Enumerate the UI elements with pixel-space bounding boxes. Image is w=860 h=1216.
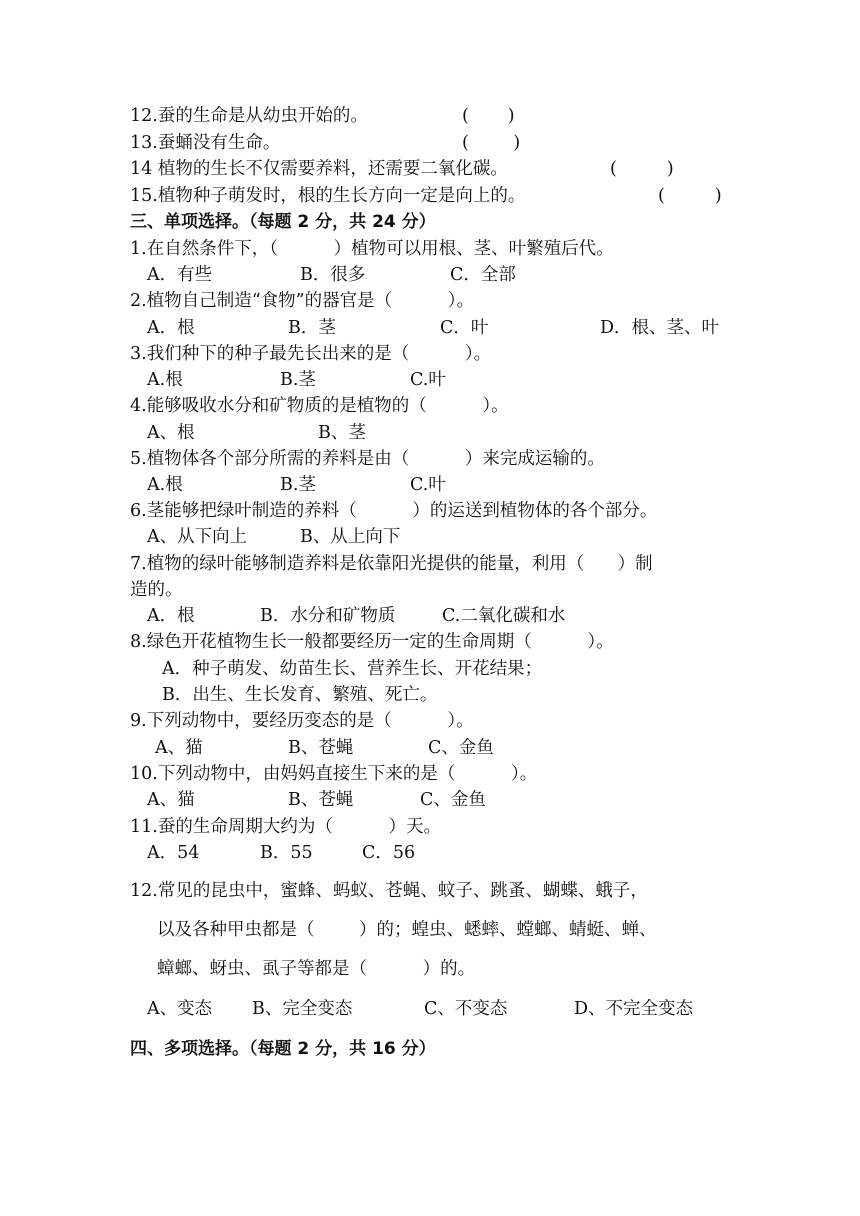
question-7: 7.植物的绿叶能够制造养料是依靠阳光提供的能量，利用（ ）制: [130, 554, 653, 574]
question-1: 1.在自然条件下，（ ）植物可以用根、茎、叶繁殖后代。: [130, 239, 614, 259]
section-4-title: 四、多项选择。（每题 2 分，共 16 分）: [130, 1039, 436, 1059]
question-6: 6.茎能够把绿叶制造的养料（ ）的运送到植物体的各个部分。: [130, 501, 658, 521]
tf-answer-paren-14: ( ): [610, 159, 674, 179]
q3-option-b: B.茎: [280, 370, 316, 390]
q6-option-b: B、从上向下: [300, 527, 401, 547]
q12-option-a: A、变态: [147, 999, 213, 1019]
q10-option-c: C、金鱼: [420, 790, 486, 810]
q12-option-c: C、不变态: [424, 999, 508, 1019]
question-4: 4.能够吸收水分和矿物质的是植物的（ ）。: [130, 396, 509, 416]
q4-option-a: A、根: [147, 423, 195, 443]
question-12: 12.常见的昆虫中，蜜蜂、蚂蚁、苍蝇、蚊子、跳蚤、蝴蝶、蛾子，: [130, 881, 648, 901]
q2-option-b: B．茎: [288, 318, 336, 338]
q8-option-b: B．出生、生长发育、繁殖、死亡。: [162, 685, 438, 705]
question-5: 5.植物体各个部分所需的养料是由（ ）来完成运输的。: [130, 449, 605, 469]
q1-option-b: B．很多: [300, 265, 366, 285]
q2-option-d: D．根、茎、叶: [600, 318, 720, 338]
q11-option-c: C．56: [362, 843, 416, 863]
question-3: 3.我们种下的种子最先长出来的是（ ）。: [130, 344, 492, 364]
q4-option-b: B、茎: [318, 423, 366, 443]
question-9: 9.下列动物中，要经历变态的是（ ）。: [130, 711, 474, 731]
q5-option-a: A.根: [147, 475, 183, 495]
q7-option-a: A．根: [147, 606, 195, 626]
q9-option-c: C、金鱼: [428, 738, 494, 758]
q2-option-c: C．叶: [440, 318, 489, 338]
tf-answer-paren-13: ( ): [462, 133, 521, 153]
tf-item-14: 14 植物的生长不仅需要养料，还需要二氧化碳。: [130, 159, 508, 179]
q2-option-a: A．根: [147, 318, 195, 338]
tf-answer-paren-15: ( ): [658, 186, 722, 206]
q5-option-c: C.叶: [410, 475, 446, 495]
tf-item-13: 13.蚕蛹没有生命。: [130, 133, 281, 153]
q11-option-a: A．54: [147, 843, 200, 863]
tf-item-15: 15.植物种子萌发时，根的生长方向一定是向上的。: [130, 186, 526, 206]
question-12-line-2: 以及各种甲虫都是（ ）的；蝗虫、蟋蟀、螳螂、蜻蜓、蝉、: [157, 920, 657, 940]
q10-option-b: B、苍蝇: [288, 790, 354, 810]
question-10: 10.下列动物中，由妈妈直接生下来的是（ ）。: [130, 764, 538, 784]
question-2: 2.植物自己制造“食物”的器官是（ ）。: [130, 291, 474, 311]
question-8: 8.绿色开花植物生长一般都要经历一定的生命周期（ ）。: [130, 632, 614, 652]
q5-option-b: B.茎: [280, 475, 316, 495]
q3-option-a: A.根: [147, 370, 183, 390]
q12-option-b: B、完全变态: [252, 999, 353, 1019]
q9-option-a: A、猫: [155, 738, 203, 758]
q7-option-b: B．水分和矿物质: [260, 606, 396, 626]
q7-option-c: C.二氧化碳和水: [442, 606, 566, 626]
question-7-continued: 造的。: [130, 580, 183, 600]
q8-option-a: A．种子萌发、幼苗生长、营养生长、开花结果；: [162, 659, 543, 679]
q10-option-a: A、猫: [147, 790, 195, 810]
q3-option-c: C.叶: [410, 370, 446, 390]
question-12-line-3: 蟑螂、蚜虫、虱子等都是（ ）的。: [157, 959, 476, 979]
tf-answer-paren-12: ( ): [462, 106, 515, 126]
q1-option-c: C．全部: [450, 265, 516, 285]
q6-option-a: A、从下向上: [147, 527, 248, 547]
q11-option-b: B．55: [260, 843, 313, 863]
q12-option-d: D、不完全变态: [574, 999, 694, 1019]
q1-option-a: A．有些: [147, 265, 213, 285]
tf-item-12: 12.蚕的生命是从幼虫开始的。: [130, 106, 368, 126]
section-3-title: 三、单项选择。（每题 2 分，共 24 分）: [130, 212, 436, 232]
q9-option-b: B、苍蝇: [288, 738, 354, 758]
question-11: 11.蚕的生命周期大约为（ ）天。: [130, 817, 441, 837]
